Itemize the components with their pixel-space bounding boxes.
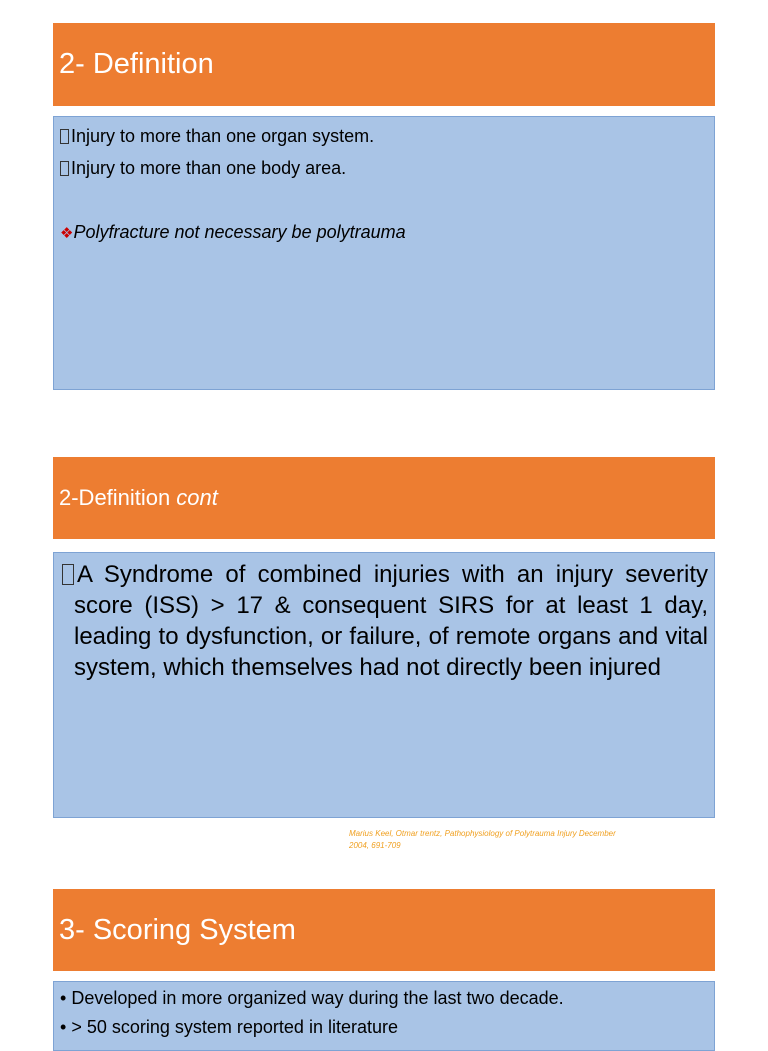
- slide-1-title-text: 2- Definition: [59, 48, 214, 80]
- missing-glyph-icon: [60, 129, 69, 144]
- slide-2-title: [53, 457, 715, 539]
- slide-2-title-suffix: cont: [176, 485, 218, 510]
- slide-1-bullet-1: Injury to more than one organ system.: [60, 120, 708, 152]
- slide-1-bullet-2: Injury to more than one body area.: [60, 152, 708, 184]
- diamond-bullet-icon: ❖: [60, 225, 74, 242]
- bullet-icon: •: [60, 1017, 67, 1037]
- slide-1-body: [53, 116, 715, 390]
- bullet-icon: •: [60, 988, 67, 1008]
- slide-2-body: [53, 552, 715, 818]
- citation-line-1: Marius Keel, Otmar trentz, Pathophysiology of Polytrauma Injury December: [349, 829, 616, 838]
- slide-2-title-text: 2-Definition: [59, 485, 171, 510]
- missing-glyph-icon: [60, 161, 69, 176]
- slide-3-bullet-1: • Developed in more organized way during the last two decade.: [60, 988, 564, 1008]
- spacer: [60, 184, 708, 216]
- slide-3-body: [53, 981, 715, 1051]
- slide-1-note: [60, 216, 708, 250]
- missing-glyph-icon: [62, 564, 74, 585]
- slide-2-paragraph: [62, 559, 708, 683]
- slide-3-title-text: 3- Scoring System: [59, 913, 296, 946]
- slide-1-title: [53, 23, 715, 106]
- citation-line-2: 2004, 691-709: [349, 841, 401, 850]
- slide-2-paragraph-text: A Syndrome of combined injuries with an injury severity score (ISS) > 17 & consequent SIRS for at least 1 day, leading to dysfunction, or failure, of remote organs and vital system, which themselves had not directly been injured: [74, 561, 708, 681]
- slide-1-note-text: Polyfracture not necessary be polytrauma: [73, 222, 406, 242]
- citation: [349, 828, 649, 852]
- slide-3-bullet-2: • > 50 scoring system reported in literature: [60, 1017, 398, 1037]
- slide-3-title: [53, 889, 715, 971]
